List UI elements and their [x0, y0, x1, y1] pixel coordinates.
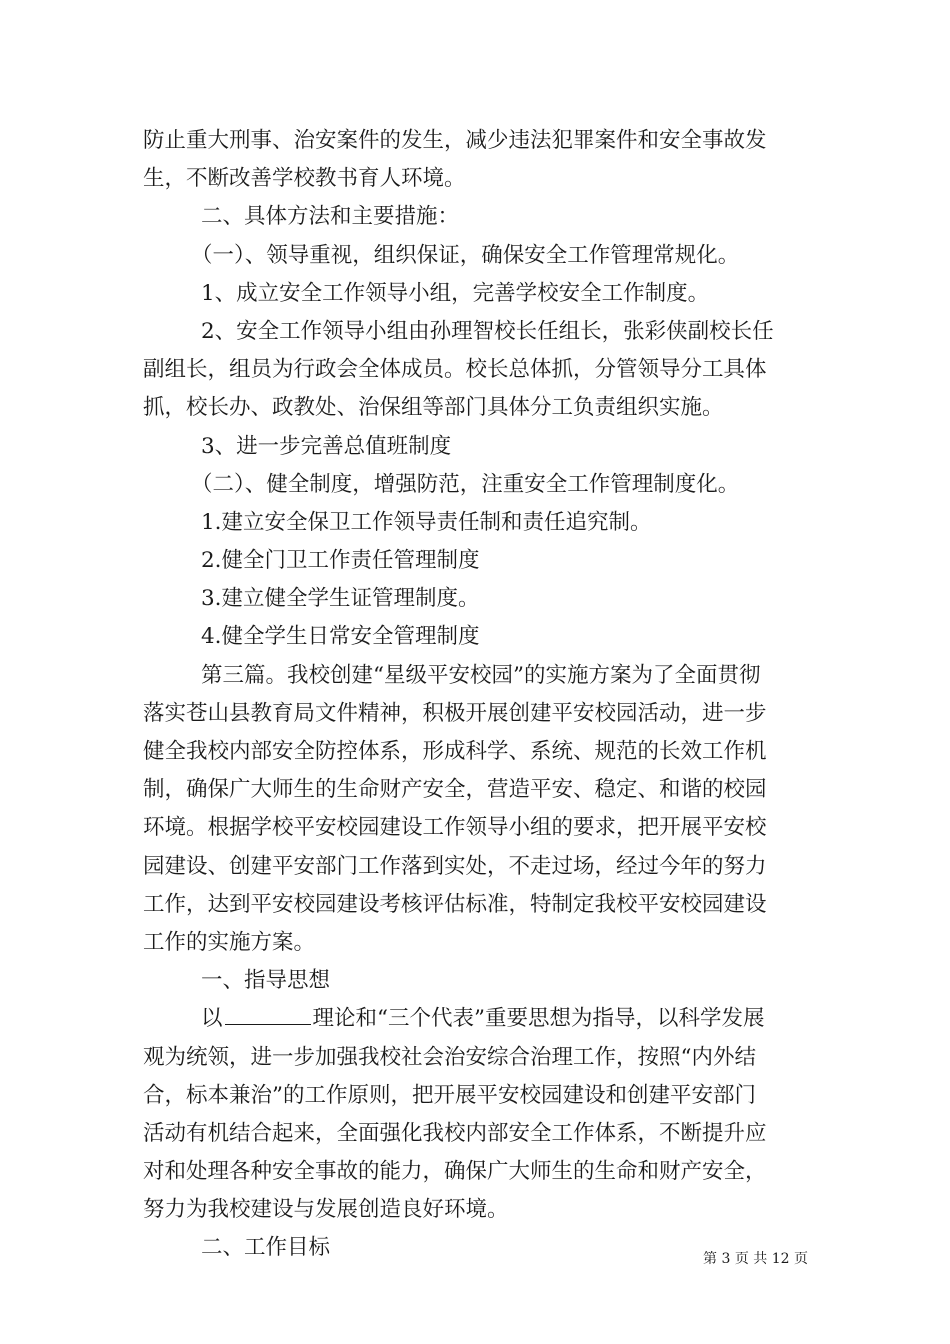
paragraph-line: 环境。根据学校平安校园建设工作领导小组的要求，把开展平安校	[143, 815, 767, 841]
paragraph-line: 副组长，组员为行政会全体成员。校长总体抓，分管领导分工具体	[143, 357, 767, 383]
paragraph-line: 园建设、创建平安部门工作落到实处，不走过场，经过今年的努力	[143, 853, 767, 879]
document-body	[143, 122, 811, 1268]
paragraph-line: 抓，校长办、政教处、治保组等部门具体分工负责组织实施。	[143, 395, 724, 421]
paragraph-line: 第三篇。我校创建“星级平安校园”的实施方案为了全面贯彻	[201, 662, 761, 688]
paragraph-line: 对和处理各种安全事故的能力，确保广大师生的生命和财产安全，	[143, 1159, 767, 1185]
paragraph-line: 努力为我校建设与发展创造良好环境。	[143, 1197, 509, 1223]
section-heading: 二、具体方法和主要措施：	[201, 204, 460, 230]
list-item: 2.健全门卫工作责任管理制度	[201, 548, 480, 574]
paragraph-line: 健全我校内部安全防控体系，形成科学、系统、规范的长效工作机	[143, 739, 767, 764]
paragraph-line: 落实苍山县教育局文件精神，积极开展创建平安校园活动，进一步	[143, 700, 767, 726]
paragraph-line: 活动有机结合起来，全面强化我校内部安全工作体系，不断提升应	[143, 1120, 767, 1146]
section-heading: 一、指导思想	[201, 968, 331, 994]
subsection-heading: （二）、健全制度，增强防范，注重安全工作管理制度化。	[191, 471, 740, 497]
paragraph-line: 合，标本兼治”的工作原则，把开展平安校园建设和创建平安部门	[143, 1082, 756, 1108]
paragraph-line	[143, 1000, 811, 1038]
paragraph-line: 观为统领，进一步加强我校社会治安综合治理工作，按照“内外结	[143, 1044, 756, 1070]
paragraph-line: 制，确保广大师生的生命财产安全，营造平安、稳定、和谐的校园	[143, 777, 767, 803]
list-item: 3.建立健全学生证管理制度。	[201, 586, 480, 612]
list-item: 2、安全工作领导小组由孙理智校长任组长，张彩侠副校长任	[201, 318, 774, 344]
list-item: 3、进一步完善总值班制度	[201, 433, 452, 459]
list-item: 1、成立安全工作领导小组，完善学校安全工作制度。	[201, 280, 710, 306]
paragraph-line: 工作的实施方案。	[143, 929, 316, 955]
paragraph-line: 生，不断改善学校教书育人环境。	[143, 166, 466, 192]
list-item: 1.建立安全保卫工作领导责任制和责任追究制。	[201, 509, 652, 535]
paragraph-line: 工作，达到平安校园建设考核评估标准，特制定我校平安校园建设	[143, 891, 767, 917]
page-number-footer: 第 3 页 共 12 页	[703, 1251, 808, 1267]
fill-in-blank	[225, 1002, 311, 1025]
section-heading: 二、工作目标	[201, 1235, 331, 1261]
paragraph-line: 防止重大刑事、治安案件的发生，减少违法犯罪案件和安全事故发	[143, 128, 767, 153]
subsection-heading: （一）、领导重视，组织保证，确保安全工作管理常规化。	[191, 242, 740, 268]
paragraph-text: 以	[201, 1006, 223, 1032]
list-item: 4.健全学生日常安全管理制度	[201, 624, 480, 650]
paragraph-text: 理论和“三个代表”重要思想为指导，以科学发展	[312, 1006, 765, 1032]
